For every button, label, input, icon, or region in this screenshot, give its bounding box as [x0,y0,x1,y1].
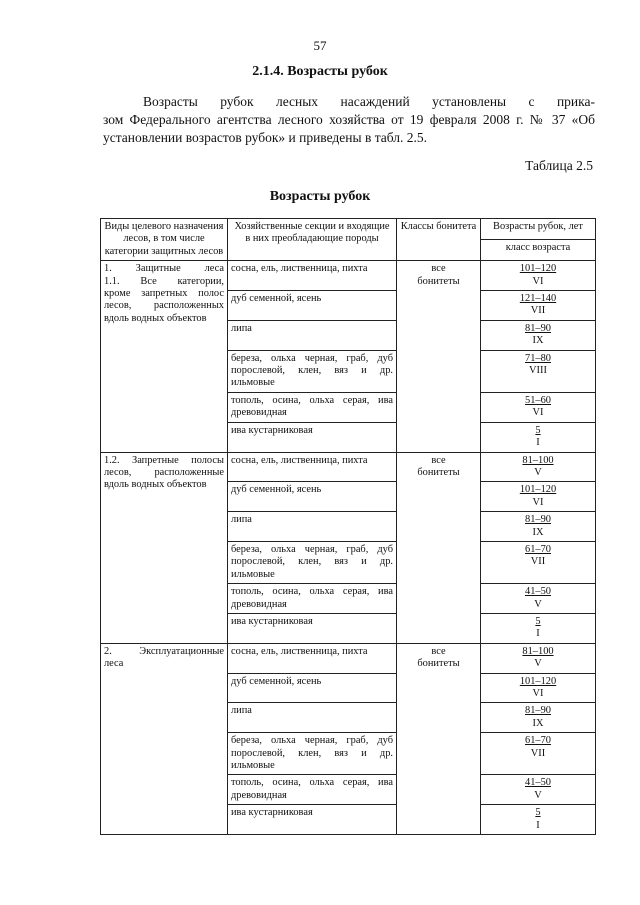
table-label: Таблица 2.5 [525,158,593,173]
age-range: 61–70 [525,543,551,555]
age-cell [481,541,596,583]
intro-paragraph [103,93,595,147]
age-range: 71–80 [525,352,551,364]
age-range: 81–100 [522,454,554,466]
species-line: порослевой, клен, вяз и др. [231,556,393,568]
age-cell [481,320,596,350]
species-line: тополь, осина, ольха серая, ива [231,394,393,406]
species-cell [228,584,397,614]
table-row [101,261,596,291]
age-range: 101–120 [519,263,557,275]
purpose-line: 1.2. Запретные полосы [104,454,224,466]
section-heading: 2.1.4. Возрасты рубок [252,64,388,79]
age-class: IX [532,717,544,729]
age-cell [481,261,596,291]
site-class-line: все [431,645,446,657]
species-cell [228,541,397,583]
purpose-line: 2. Эксплуатационные [104,645,224,657]
age-cell [481,733,596,775]
age-class: V [534,789,542,801]
species-line: дуб семенной, ясень [231,293,322,305]
header-sections: Хозяйственные секции и входящие в них преобладающие породы [228,219,397,261]
species-line: ива кустарниковая [231,424,313,436]
species-line: тополь, осина, ольха серая, ива [231,777,393,789]
species-line: тополь, осина, ольха серая, ива [231,586,393,598]
table-row [101,452,596,482]
age-class: VII [530,747,546,759]
site-class-cell [397,261,481,452]
age-cell [481,482,596,512]
species-line: сосна, ель, лиственница, пихта [231,645,368,657]
species-cell [228,775,397,805]
age-range: 61–70 [525,735,551,747]
species-cell [228,613,397,643]
purpose-line: кроме запретных полос [104,288,224,300]
species-line: липа [231,705,252,717]
purpose-line: леса [104,658,124,670]
site-class-line: все [431,263,446,275]
species-line: дуб семенной, ясень [231,675,322,687]
age-range: 81–90 [525,705,551,717]
table-row [101,643,596,673]
species-line: древовидная [231,789,287,801]
age-range: 121–140 [519,293,557,305]
age-class: VIII [529,365,547,377]
species-line: порослевой, клен, вяз и др. [231,747,393,759]
age-class: VI [532,407,544,419]
species-cell [228,733,397,775]
intro-line: зом Федерального агентства лесного хозяйства от 19 февраля 2008 г. № 37 «Об [103,112,595,127]
age-class: I [536,628,540,640]
site-class-cell [397,452,481,643]
age-cell [481,643,596,673]
species-line: древовидная [231,598,287,610]
species-cell [228,320,397,350]
age-class: IX [532,335,544,347]
species-line: ива кустарниковая [231,615,313,627]
species-cell [228,261,397,291]
age-range: 81–90 [525,322,551,334]
species-cell [228,482,397,512]
species-line: ильмовые [231,377,275,389]
species-cell [228,350,397,392]
species-cell [228,452,397,482]
species-line: ильмовые [231,568,275,580]
age-range: 5 [535,807,541,819]
age-class: VI [532,496,544,508]
site-class-line: бонитеты [417,466,460,478]
age-class: I [536,437,540,449]
species-line: береза, ольха черная, граб, дуб [231,543,393,555]
purpose-line: лесов, расположенные [104,466,224,478]
intro-line: Возрасты рубок лесных насаждений установлены с прика- [143,94,595,109]
site-class-cell [397,643,481,834]
age-range: 81–90 [525,514,551,526]
age-cell [481,512,596,542]
age-cell [481,805,596,835]
cutting-age-table [100,218,596,835]
age-cell [481,775,596,805]
site-class-line: бонитеты [417,275,460,287]
species-line: сосна, ель, лиственница, пихта [231,454,368,466]
species-line: ильмовые [231,760,275,772]
species-line: липа [231,322,252,334]
age-class: V [534,598,542,610]
purpose-line: вдоль водных объектов [104,312,207,324]
header-ages: Возрасты рубок, лет [481,219,596,240]
page-number: 57 [313,38,327,53]
age-range: 51–60 [525,394,551,406]
age-range: 81–100 [522,645,554,657]
species-line: древовидная [231,407,287,419]
age-cell [481,613,596,643]
age-cell [481,673,596,703]
species-cell [228,392,397,422]
age-range: 5 [535,615,541,627]
age-class: VII [530,556,546,568]
species-line: береза, ольха черная, граб, дуб [231,735,393,747]
age-cell [481,703,596,733]
site-class-line: бонитеты [417,658,460,670]
header-purpose: Виды целевого назначения лесов, в том числе категории защитных лесов [101,219,228,261]
age-class: I [536,819,540,831]
age-cell [481,422,596,452]
species-cell [228,703,397,733]
species-cell [228,673,397,703]
age-cell [481,452,596,482]
site-class-line: все [431,454,446,466]
species-line: дуб семенной, ясень [231,484,322,496]
purpose-line: лесов, расположенных [104,300,224,312]
age-class: VI [532,688,544,699]
species-line: береза, ольха черная, граб, дуб [231,352,393,364]
age-range: 5 [535,424,541,436]
header-classes: Классы бонитета [397,219,481,261]
purpose-line: вдоль водных объектов [104,479,207,491]
species-line: порослевой, клен, вяз и др. [231,365,393,377]
table-body [101,261,596,835]
purpose-cell [101,643,228,834]
age-range: 41–50 [525,777,551,789]
age-class: VI [532,275,544,287]
species-cell [228,643,397,673]
age-range: 41–50 [525,586,551,598]
header-age-class: класс возраста [481,240,596,261]
age-range: 101–120 [519,484,557,496]
age-cell [481,291,596,321]
age-cell [481,350,596,392]
purpose-cell [101,452,228,643]
purpose-line: 1.1. Все категории, [104,275,224,287]
table-header-row [101,219,596,240]
age-class: VII [530,305,546,317]
species-line: ива кустарниковая [231,807,313,819]
species-cell [228,291,397,321]
table-title: Возрасты рубок [269,189,371,204]
species-cell [228,422,397,452]
age-class: V [534,466,542,478]
purpose-line: 1. Защитные леса [104,263,224,275]
species-line: липа [231,514,252,526]
age-range: 101–120 [519,675,557,687]
intro-line: установлении возрастов рубок» и приведены в табл. 2.5. [103,130,428,145]
age-class: V [534,658,542,670]
species-line: сосна, ель, лиственница, пихта [231,263,368,275]
age-class: IX [532,526,544,538]
age-cell [481,584,596,614]
species-cell [228,805,397,835]
species-cell [228,512,397,542]
age-cell [481,392,596,422]
purpose-cell [101,261,228,452]
